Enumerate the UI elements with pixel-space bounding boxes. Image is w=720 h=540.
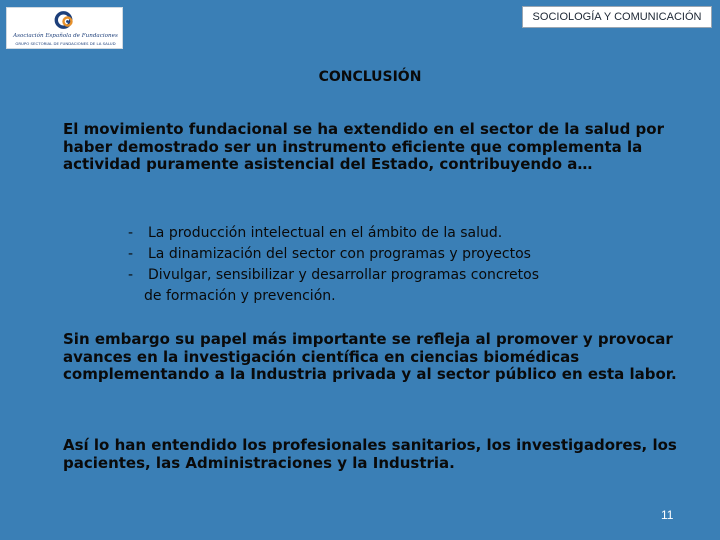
page-number: 11 [661, 508, 674, 522]
foundation-logo [6, 7, 123, 49]
closing-paragraph: Así lo han entendido los profesionales sanitarios, los investigadores, los pacientes, las Administraciones y la Industria. [63, 436, 677, 472]
list-dash: - [128, 246, 134, 262]
list-item-text: de formación y prevención. [144, 288, 336, 304]
foundation-logo-icon [54, 10, 76, 32]
list-item [128, 244, 539, 265]
list-item-text: Divulgar, sensibilizar y desarrollar programas concretos [148, 267, 540, 283]
section-label: SOCIOLOGÍA Y COMUNICACIÓN [522, 6, 712, 28]
list-dash: - [128, 267, 134, 283]
foundation-logo-name: Asociación Española de Fundaciones [13, 33, 118, 39]
list-item-continuation [128, 286, 539, 307]
intro-paragraph: El movimiento fundacional se ha extendido en el sector de la salud por haber demostrado ser un instrumento eficiente que complementa la actividad puramente asistencial del Estado, contribuyendo a… [63, 120, 664, 173]
list-item-text: La producción intelectual en el ámbito de la salud. [148, 225, 503, 241]
list-item-text: La dinamización del sector con programas y proyectos [148, 246, 531, 262]
list-item [128, 223, 539, 244]
foundation-logo-subtitle: GRUPO SECTORIAL DE FUNDACIONES DE LA SALUD [15, 41, 116, 46]
slide-title: CONCLUSIÓN [318, 69, 422, 85]
contribution-list [128, 223, 539, 307]
research-paragraph: Sin embargo su papel más importante se refleja al promover y provocar avances en la investigación científica en ciencias biomédicas complementando a la Industria privada y al sector público en esta labor. [63, 330, 677, 383]
list-dash: - [128, 225, 134, 241]
list-item [128, 265, 539, 286]
